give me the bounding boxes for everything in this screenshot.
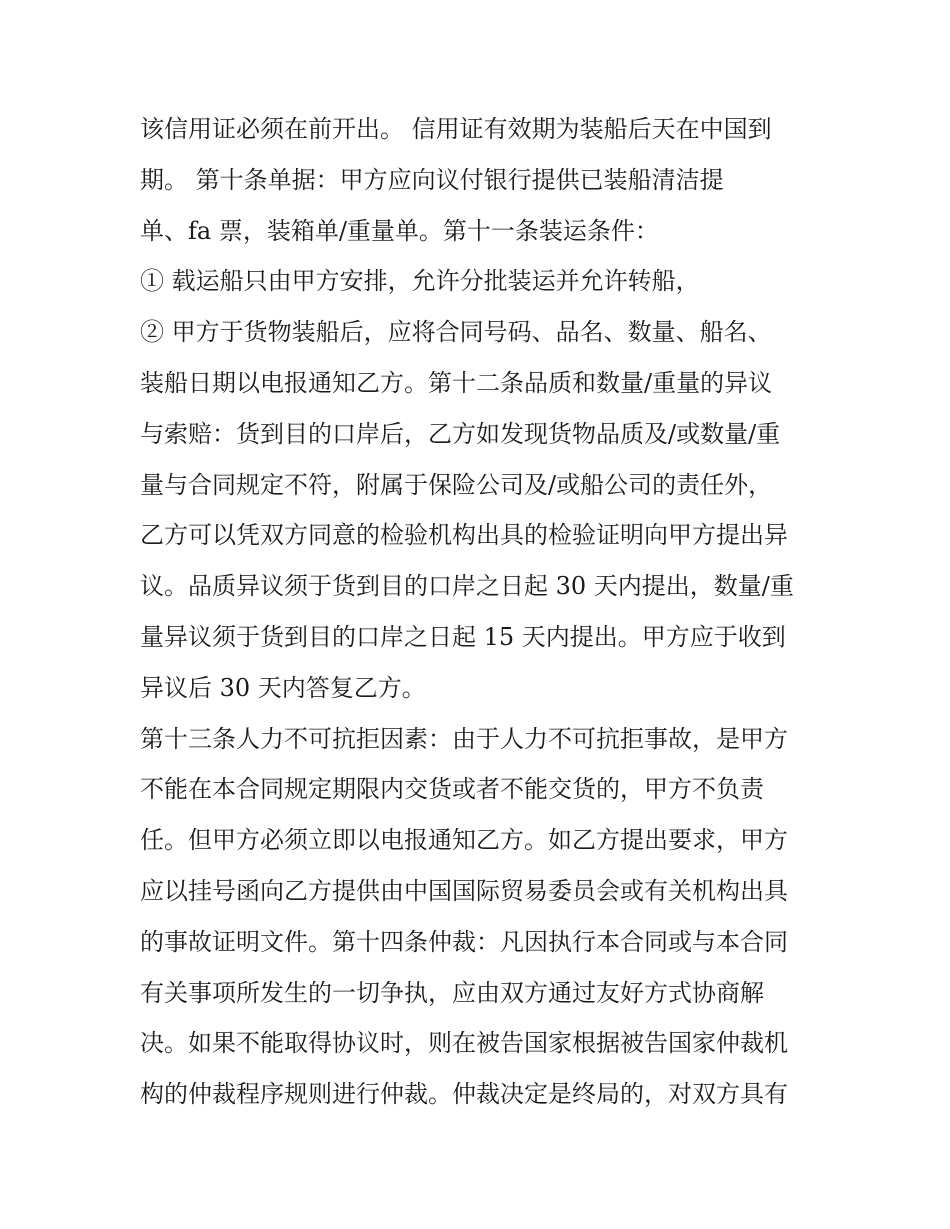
text-line: 乙方可以凭双方同意的检验机构出具的检验证明向甲方提出异 xyxy=(140,521,788,550)
text-line: 异议后 30 天内答复乙方。 xyxy=(140,673,426,702)
text-line: 与索赔：货到目的口岸后，乙方如发现货物品质及/或数量/重 xyxy=(140,419,781,448)
text-line: 有关事项所发生的一切争执，应由双方通过友好方式协商解 xyxy=(140,978,764,1007)
text-line: 应以挂号函向乙方提供由中国国际贸易委员会或有关机构出具 xyxy=(140,876,788,905)
text-line: 构的仲裁程序规则进行仲裁。仲裁决定是终局的，对双方具有 xyxy=(140,1080,788,1109)
text-line: 决。如果不能取得协议时，则在被告国家根据被告国家仲裁机 xyxy=(140,1029,788,1058)
text-line: 议。品质异议须于货到目的口岸之日起 30 天内提出，数量/重 xyxy=(140,572,794,601)
text-line: 任。但甲方必须立即以电报通知乙方。如乙方提出要求，甲方 xyxy=(140,826,788,855)
text-line: 的事故证明文件。第十四条仲裁：凡因执行本合同或与本合同 xyxy=(140,927,788,956)
text-line: 不能在本合同规定期限内交货或者不能交货的，甲方不负责 xyxy=(140,775,764,804)
text-line: ① 载运船只由甲方安排，允许分批装运并允许转船， xyxy=(140,267,700,296)
text-line: 单、fa 票，装箱单/重量单。第十一条装运条件： xyxy=(140,216,659,245)
text-line: 装船日期以电报通知乙方。第十二条品质和数量/重量的异议 xyxy=(140,368,773,397)
text-line: 期。 第十条单据：甲方应向议付银行提供已装船清洁提 xyxy=(140,165,724,194)
text-line: 第十三条人力不可抗拒因素：由于人力不可抗拒事故，是甲方 xyxy=(140,724,788,753)
document-body xyxy=(140,104,820,1120)
text-line: 该信用证必须在前开出。 信用证有效期为装船后天在中国到 xyxy=(140,115,772,143)
text-line: 量与合同规定不符，附属于保险公司及/或船公司的责任外， xyxy=(140,470,773,499)
text-line: 量异议须于货到目的口岸之日起 15 天内提出。甲方应于收到 xyxy=(140,622,786,651)
text-line: ② 甲方于货物装船后，应将合同号码、品名、数量、船名、 xyxy=(140,318,772,347)
